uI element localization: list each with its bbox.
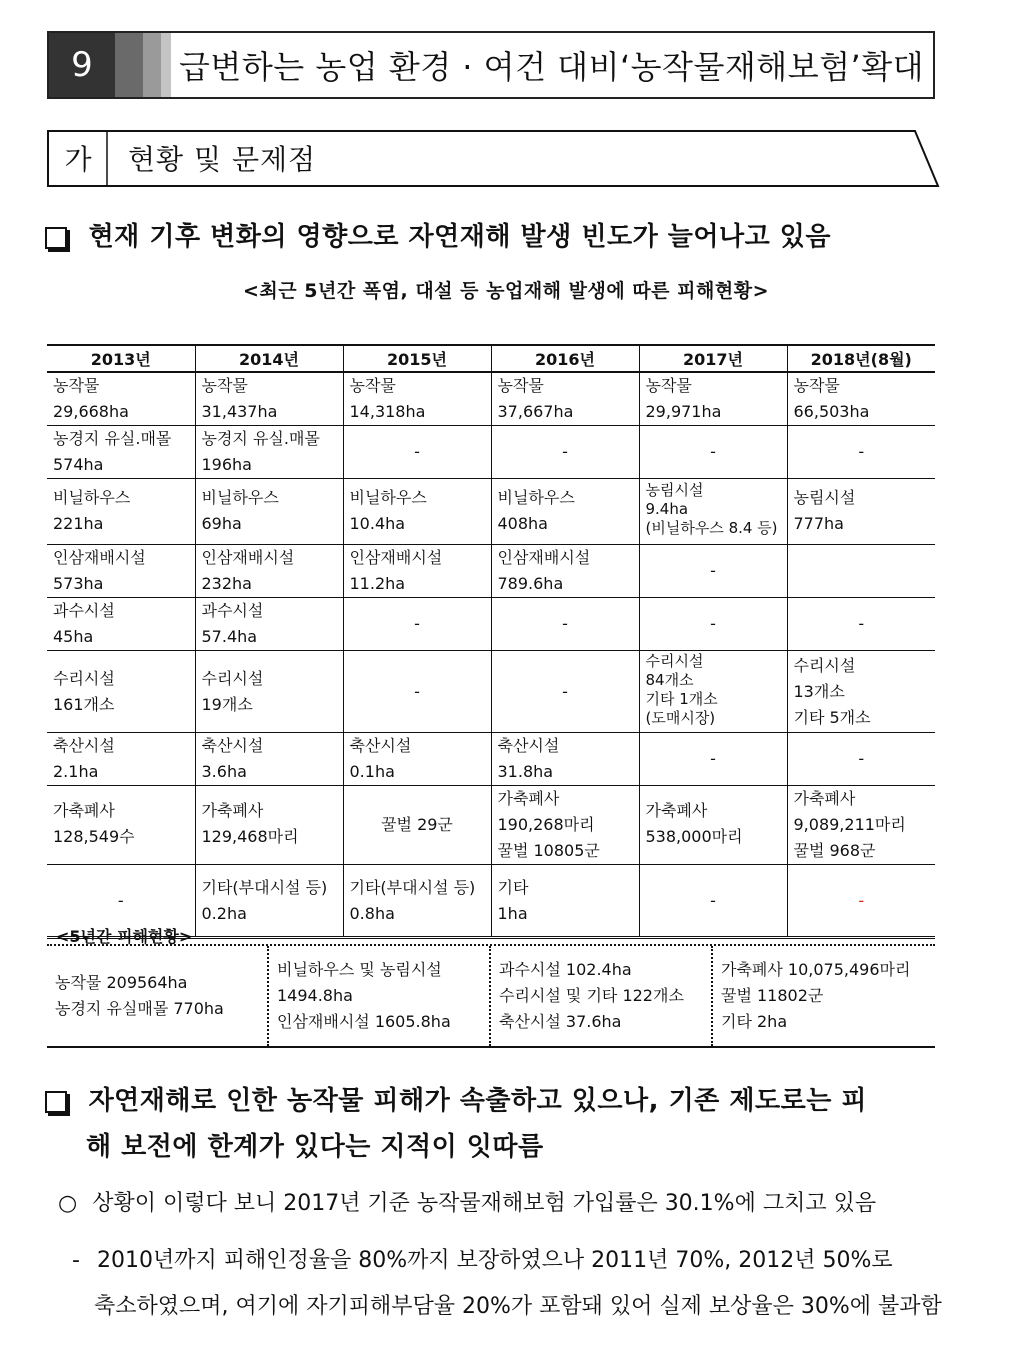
- table-cell: 과수시설 57.4ha: [195, 598, 343, 651]
- table-cell: -: [787, 733, 935, 786]
- table-cell: 축산시설 31.8ha: [491, 733, 639, 786]
- bullet-text-continued: 해 보전에 한계가 있다는 지적이 잇따름: [86, 1132, 544, 1162]
- damage-table: [47, 344, 935, 939]
- table-header-row: [47, 345, 935, 372]
- table-cell: -: [343, 426, 491, 479]
- subsection-letter: 가: [64, 143, 92, 176]
- title-decoration: [143, 33, 161, 97]
- page-title: 급변하는 농업 환경 · 여건 대비‘농작물재해보험’확대: [179, 48, 925, 86]
- table-cell: 수리시설 13개소 기타 5개소: [787, 651, 935, 733]
- table-cell: 농림시설 777ha: [787, 479, 935, 545]
- column-header: 2013년: [47, 345, 195, 372]
- summary-line: 비닐하우스 및 농림시설: [277, 960, 442, 979]
- table-cell: 축산시설 0.1ha: [343, 733, 491, 786]
- table-row: [47, 426, 935, 479]
- table-row: [47, 786, 935, 865]
- table-cell: 가축폐사 538,000마리: [639, 786, 787, 865]
- column-header: 2014년: [195, 345, 343, 372]
- bullet-text: 자연재해로 인한 농작물 피해가 속출하고 있으나, 기존 제도로는 피: [88, 1086, 867, 1116]
- table-cell: 인삼재배시설 573ha: [47, 545, 195, 598]
- table-cell: 가축폐사 129,468마리: [195, 786, 343, 865]
- summary-line: 축산시설 37.6ha: [499, 1012, 622, 1031]
- table-cell: 농작물 37,667ha: [491, 372, 639, 426]
- table-cell: 가축폐사 128,549수: [47, 786, 195, 865]
- summary-line: 꿀벌 11802군: [721, 986, 824, 1005]
- table-cell: 수리시설 19개소: [195, 651, 343, 733]
- table-cell: -: [639, 733, 787, 786]
- table-cell: 농경지 유실.매몰 574ha: [47, 426, 195, 479]
- table-cell: 비닐하우스 10.4ha: [343, 479, 491, 545]
- circle-bullet-icon: ○: [58, 1191, 78, 1216]
- table-cell: 가축폐사 190,268마리 꿀벌 10805군: [491, 786, 639, 865]
- table-cell: -: [491, 651, 639, 733]
- table-cell: 기타(부대시설 등) 0.8ha: [343, 865, 491, 938]
- checkbox-icon: [45, 1091, 67, 1113]
- summary-column: [47, 946, 267, 1046]
- table-cell: 수리시설 161개소: [47, 651, 195, 733]
- table-caption: <최근 5년간 폭염, 대설 등 농업재해 발생에 따른 피해현황>: [243, 280, 769, 302]
- table-cell: -: [491, 426, 639, 479]
- table-cell: -: [639, 598, 787, 651]
- title-decoration: [161, 33, 171, 97]
- summary-line: 농경지 유실매몰 770ha: [55, 999, 224, 1018]
- section-title-bar: [47, 31, 935, 99]
- table-cell: 축산시설 2.1ha: [47, 733, 195, 786]
- circle-item: [58, 1186, 876, 1217]
- table-row: [47, 479, 935, 545]
- table-cell: 농작물 14,318ha: [343, 372, 491, 426]
- bullet-item: [45, 216, 831, 253]
- table-cell: 농작물 66,503ha: [787, 372, 935, 426]
- table-cell: -: [343, 651, 491, 733]
- table-cell: 인삼재배시설 789.6ha: [491, 545, 639, 598]
- table-row: [47, 651, 935, 733]
- summary-line: 수리시설 및 기타 122개소: [499, 986, 684, 1005]
- table-cell: -: [639, 865, 787, 938]
- summary-line: 가축폐사 10,075,496마리: [721, 960, 911, 979]
- table-cell: 농경지 유실.매몰 196ha: [195, 426, 343, 479]
- table-row: [47, 545, 935, 598]
- table-cell: -: [639, 426, 787, 479]
- summary-box: [47, 944, 935, 1048]
- table-cell: 비닐하우스 408ha: [491, 479, 639, 545]
- dash-bullet-icon: -: [72, 1248, 80, 1273]
- dash-item-line: [72, 1238, 942, 1284]
- table-cell: 축산시설 3.6ha: [195, 733, 343, 786]
- summary-line: 기타 2ha: [721, 1012, 788, 1031]
- bullet-text: 현재 기후 변화의 영향으로 자연재해 발생 빈도가 늘어나고 있음: [88, 222, 831, 252]
- circle-item-text: 상황이 이렇다 보니 2017년 기준 농작물재해보험 가입률은 30.1%에 그치고 있음: [92, 1191, 877, 1216]
- table-cell: 수리시설 84개소 기타 1개소 (도매시장): [639, 651, 787, 733]
- table-cell: 인삼재배시설 232ha: [195, 545, 343, 598]
- summary-column: [489, 946, 711, 1046]
- summary-line: 인삼재배시설 1605.8ha: [277, 1012, 451, 1031]
- column-header: 2018년(8월): [787, 345, 935, 372]
- table-cell: 과수시설 45ha: [47, 598, 195, 651]
- table-cell: -: [787, 865, 935, 938]
- dash-item-text: 2010년까지 피해인정율을 80%까지 보장하였으나 2011년 70%, 2012년 50%로: [96, 1248, 893, 1273]
- table-cell: 농작물 29,971ha: [639, 372, 787, 426]
- column-header: 2015년: [343, 345, 491, 372]
- table-row: [47, 598, 935, 651]
- table-cell: 기타 1ha: [491, 865, 639, 938]
- table-row: [47, 733, 935, 786]
- table-cell: 인삼재배시설 11.2ha: [343, 545, 491, 598]
- table-cell: -: [639, 545, 787, 598]
- table-cell: -: [787, 426, 935, 479]
- dash-item-text-continued: 축소하였으며, 여기에 자기피해부담율 20%가 포함돼 있어 실제 보상율은 30%에 불과함: [94, 1294, 942, 1319]
- subsection-title: 현황 및 문제점: [128, 143, 317, 176]
- table-cell: -: [491, 598, 639, 651]
- dash-item: [72, 1238, 942, 1330]
- table-cell: -: [47, 865, 195, 938]
- column-header: 2017년: [639, 345, 787, 372]
- summary-column: [711, 946, 935, 1046]
- summary-line: 과수시설 102.4ha: [499, 960, 632, 979]
- summary-line: 1494.8ha: [277, 986, 353, 1005]
- summary-line: 농작물 209564ha: [55, 973, 188, 992]
- table-cell: 비닐하우스 221ha: [47, 479, 195, 545]
- table-cell: -: [787, 598, 935, 651]
- table-cell: [787, 545, 935, 598]
- table-cell: 농작물 31,437ha: [195, 372, 343, 426]
- table-cell: 기타(부대시설 등) 0.2ha: [195, 865, 343, 938]
- table-cell: 농림시설 9.4ha (비닐하우스 8.4 등): [639, 479, 787, 545]
- table-row: [47, 372, 935, 426]
- checkbox-icon: [45, 227, 67, 249]
- summary-title: <5년간 피해현황>: [56, 927, 193, 946]
- table-cell: -: [343, 598, 491, 651]
- column-header: 2016년: [491, 345, 639, 372]
- bullet-item: [45, 1080, 867, 1117]
- table-cell: 꿀벌 29군: [343, 786, 491, 865]
- summary-column: [267, 946, 489, 1046]
- title-decoration: [115, 33, 143, 97]
- table-cell: 농작물 29,668ha: [47, 372, 195, 426]
- section-number: 9: [49, 33, 115, 97]
- table-cell: 비닐하우스 69ha: [195, 479, 343, 545]
- table-cell: 가축폐사 9,089,211마리 꿀벌 968군: [787, 786, 935, 865]
